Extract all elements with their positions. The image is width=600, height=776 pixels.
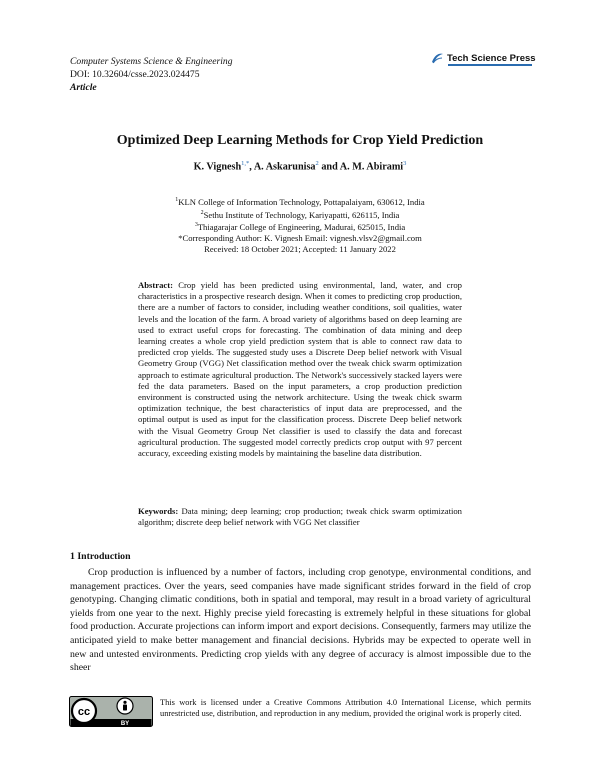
license-text: This work is licensed under a Creative Commons Attribution 4.0 International License, which permits unrestricted use, distribution, and reproduction in any medium, provided the original work is properly cited. bbox=[160, 698, 531, 718]
journal-name: Computer Systems Science & Engineering bbox=[70, 56, 233, 67]
cc-by-badge bbox=[69, 696, 153, 727]
affiliation-line bbox=[0, 208, 600, 221]
author-affil-mark: 3 bbox=[403, 160, 407, 167]
keywords-text: Data mining; deep learning; crop production; tweak chick swarm optimization algorithm; discrete deep belief network with VGG Net classifier bbox=[138, 506, 462, 528]
cc-icon-text: cc bbox=[77, 706, 91, 718]
affiliation-text: Thiagarajar College of Engineering, Madurai, 625015, India bbox=[197, 222, 406, 233]
affiliation-text: Sethu Institute of Technology, Kariyapatti, 626115, India bbox=[203, 209, 400, 220]
abstract-text: Crop yield has been predicted using environmental, land, water, and crop characteristics in a prospective research design. When it comes to predicting crop production, there are a number of factors to consider, including weather conditions, soil qualities, water levels and the location of the farm. A broad variety of algorithms based on deep learning are used to extract useful crops for forecasting. The combination of data mining and deep learning creates a whole crop yield prediction system that is able to connect raw data to predicted crop yields. The suggested study uses a Discrete Deep belief network with Visual Geometry Group (VGG) Net classification method over the tweak chick swarm optimization approach to estimate agricultural production. The Network's successively stacked layers were fed the data parameters. Based on the input parameters, a crop production prediction environment is constructed using the network architecture. Using the tweak chick swarm optimization technique, the best characteristics of input data are preprocessed, and the optimal output is used as input for the classification process. Discrete Deep belief network with the Visual Geometry Group Net classifier is used to classify the data and forecast agricultural production. The suggested model correctly predicts crop output with 97 percent accuracy, exceeding existing models by maintaining the baseline data distribution. bbox=[138, 280, 462, 459]
keywords bbox=[138, 506, 462, 528]
publisher-swoosh-icon bbox=[430, 51, 444, 65]
author-name: A. M. Abirami bbox=[339, 161, 404, 173]
section-heading: 1 Introduction bbox=[70, 551, 131, 562]
publisher-logo bbox=[430, 51, 536, 65]
affiliation-mark: 1 bbox=[175, 197, 179, 203]
affiliation-mark: 2 bbox=[200, 209, 204, 216]
publisher-underline bbox=[448, 64, 532, 66]
affiliations bbox=[0, 195, 600, 255]
corresponding-author: *Corresponding Author: K. Vignesh Email: vignesh.vlsv2@gmail.com bbox=[178, 232, 422, 243]
affiliation-line bbox=[0, 220, 600, 233]
keywords-label: Keywords: bbox=[138, 506, 179, 516]
author-separator: , bbox=[249, 161, 254, 173]
author-affil-mark: 1,* bbox=[241, 160, 250, 167]
publisher-name: Tech Science Press bbox=[447, 52, 536, 64]
paper-title: Optimized Deep Learning Methods for Crop Yield Prediction bbox=[116, 133, 484, 148]
author-separator: and bbox=[318, 161, 340, 173]
article-type: Article bbox=[70, 82, 97, 93]
author-name: K. Vignesh bbox=[193, 161, 242, 173]
author-list bbox=[0, 160, 600, 172]
author-name: A. Askarunisa bbox=[253, 161, 316, 173]
doi: DOI: 10.32604/csse.2023.024475 bbox=[70, 69, 200, 80]
abstract-label: Abstract: bbox=[138, 280, 173, 290]
author-affil-mark: 2 bbox=[315, 160, 319, 167]
affiliation-text: KLN College of Information Technology, Pottapalaiyam, 630612, India bbox=[178, 196, 425, 207]
intro-paragraph bbox=[70, 566, 531, 672]
by-label: BY bbox=[120, 721, 130, 727]
affiliation-line bbox=[0, 195, 600, 208]
abstract bbox=[138, 280, 462, 459]
received-accepted-dates: Received: 18 October 2021; Accepted: 11 January 2022 bbox=[204, 243, 396, 254]
intro-text: Crop production is influenced by a number of factors, including crop genotype, environmental conditions, and management practices. Over the years, seed companies have made significant strides forward in the field of crop genotyping. Changing climatic conditions, both in spatial and temporal, may result in a broad variety of agricultural yields from one year to the next. Highly precise yield forecasting is extremely helpful in these situations for global food production. Accurate projections can inform import and export decisions. Consequently, farmers may utilize the anticipated yield to make better management and financial decisions. Hybrids may be expected to operate well in new and untested environments. Predicting crop yields with any degree of accuracy is almost impossible due to the sheer bbox=[70, 567, 531, 672]
affiliation-mark: 3 bbox=[194, 222, 198, 229]
